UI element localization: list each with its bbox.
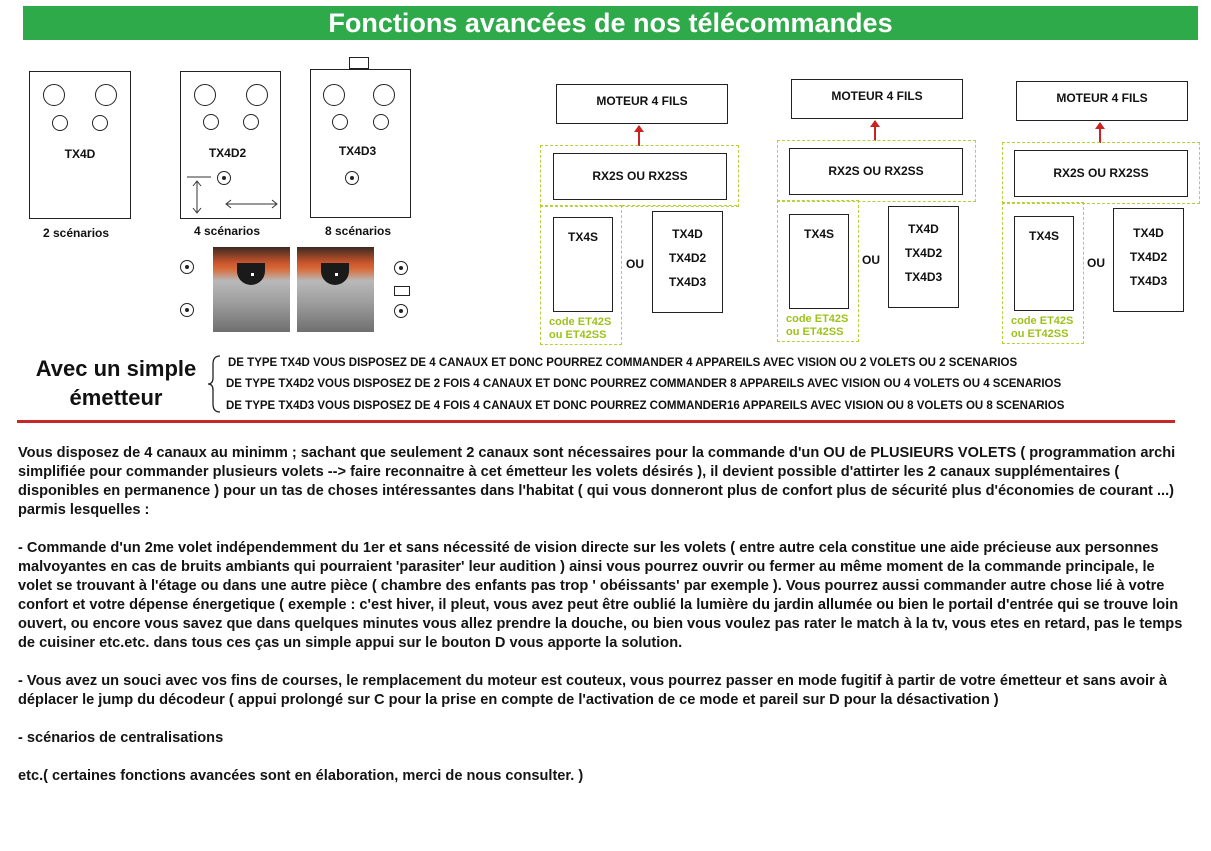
remote-tx4d <box>29 71 131 219</box>
remote-top-key-icon <box>349 57 369 69</box>
jumper-icon <box>394 304 408 318</box>
code-label: code ET42S ou ET42SS <box>786 313 849 338</box>
button-c-icon <box>52 115 68 131</box>
jumper-icon <box>180 303 194 317</box>
arrow-up-icon <box>874 121 876 141</box>
or-label: OU <box>862 253 880 267</box>
scenario-label: 8 scénarios <box>325 224 392 238</box>
button-b-icon <box>373 84 395 106</box>
jumper-photo <box>213 247 290 332</box>
remote-label: TX4D3 <box>338 144 377 158</box>
scenario-label: 2 scénarios <box>43 226 110 240</box>
code-label: code ET42S ou ET42SS <box>549 316 612 341</box>
button-b-icon <box>95 84 117 106</box>
button-d-icon <box>243 114 259 130</box>
remote-label: TX4D2 <box>208 146 247 160</box>
receiver-box: RX2S OU RX2SS <box>1014 150 1188 197</box>
remote-type-line: DE TYPE TX4D2 VOUS DISPOSEZ DE 2 FOIS 4 CANAUX ET DONC POURREZ COMMANDER 8 APPAREILS AVEC VISION OU 4 VOLETS OU 4 SCENARIOS <box>226 378 1062 390</box>
remote-group <box>622 205 737 206</box>
remote-tx4d2 <box>180 71 281 219</box>
description-body <box>18 444 1190 786</box>
remote-label: TX4D <box>64 147 96 161</box>
paragraph: Vous disposez de 4 canaux au minimm ; sachant que seulement 2 canaux sont nécessaires pour la commande d'un OU de PLUSIEURS VOLETS ( programmation archi simplifiée pour commander plusieurs volets --> faire reconnaitre à cet émetteur les volets désirés ), il devient possible d'attirter les 2 canaux supplémentaires ( disponibles en permanence ) pour un tas de choses intéressantes dans l'habitat ( qui vous donneront plus de confort plus de sécurité plus d'économies de courant ...) parmis lesquelles : <box>18 445 1176 518</box>
button-a-icon <box>43 84 65 106</box>
page-title: Fonctions avancées de nos télécommandes <box>328 8 893 38</box>
scenario-label: 4 scénarios <box>194 224 261 238</box>
motor-box: MOTEUR 4 FILS <box>791 79 963 119</box>
emitter-box: TX4S <box>553 217 613 312</box>
divider <box>17 420 1175 423</box>
paragraph: - Commande d'un 2me volet indépendemment du 1er et sans nécessité de vision directe sur les volets ( entre autre cela constitue une aide précieuse aux personnes malvoyantes en cas de bruits ambiants qui pourraient 'parasiter' leur audition ) ainsi vous pourrez ouvrir ou fermer au même moment de la commande principale, le volet se trouvant à l'étage ou dans une autre pièce ( chambre des enfants pas trop ' obéissants' par exemple ). Vous pourrez aussi commander autre chose lié à votre confort et votre dépense énergetique ( exemple : c'est hiver, il pleut, vous avez peut être oublié la lumière du jardin allumée ou bien le portail d'entrée qui se trouve loin ouvert, ou encore vous savez que dans quelques minutes vous allez prendre la douche, ou bien vous voulez pas rater le match à la tv, vous etes en retard, pas le temps de cuisiner etc.etc. dans tous ces ças un simple appui sur le bouton D vous apporte la solution. <box>18 540 1183 651</box>
curly-brace-icon <box>207 354 223 414</box>
receiver-box: RX2S OU RX2SS <box>553 153 727 200</box>
remote-type-line: DE TYPE TX4D VOUS DISPOSEZ DE 4 CANAUX ET DONC POURREZ COMMANDER 4 APPAREILS AVEC VISION OU 2 VOLETS OU 2 SCENARIOS <box>228 357 1018 369</box>
jumper-icon <box>180 260 194 274</box>
paragraph: etc.( certaines fonctions avancées sont en élaboration, merci de nous consulter. ) <box>18 768 584 784</box>
jumper-icon <box>345 171 359 185</box>
paragraph: - scénarios de centralisations <box>18 730 224 746</box>
jumper-photo <box>297 247 374 332</box>
arrow-up-icon <box>1099 123 1101 143</box>
jumper-icon <box>394 261 408 275</box>
simple-emitter-heading: Avec un simple émetteur <box>35 356 197 410</box>
motor-box: MOTEUR 4 FILS <box>556 84 728 124</box>
button-a-icon <box>323 84 345 106</box>
remote-list-box: TX4D TX4D2 TX4D3 <box>652 211 723 313</box>
button-d-icon <box>92 115 108 131</box>
receiver-box: RX2S OU RX2SS <box>789 148 963 195</box>
paragraph: - Vous avez un souci avec vos fins de courses, le remplacement du moteur est couteux, vous pourrez passer en mode fugitif à partir de votre émetteur et sans avoir à déplacer le jump du décodeur ( appui prolongé sur C pour la prise en compte de l'activation de ce mode et pareil sur D pour la désactivation ) <box>18 673 1167 708</box>
page-title-banner <box>23 6 1198 40</box>
button-b-icon <box>246 84 268 106</box>
remote-type-line: DE TYPE TX4D3 VOUS DISPOSEZ DE 4 FOIS 4 CANAUX ET DONC POURREZ COMMANDER16 APPAREILS AVEC VISION OU 8 VOLETS OU 8 SCENARIOS <box>226 400 1065 412</box>
remote-tx4d3 <box>310 69 411 218</box>
or-label: OU <box>626 257 644 271</box>
jumper-cap-icon <box>394 286 410 296</box>
emitter-box: TX4S <box>789 214 849 309</box>
jumper-position-arrows-icon <box>181 172 280 218</box>
button-c-icon <box>203 114 219 130</box>
emitter-box: TX4S <box>1014 216 1074 311</box>
button-c-icon <box>332 114 348 130</box>
remote-list-box: TX4D TX4D2 TX4D3 <box>1113 208 1184 312</box>
button-a-icon <box>194 84 216 106</box>
code-label: code ET42S ou ET42SS <box>1011 315 1074 340</box>
remote-list-box: TX4D TX4D2 TX4D3 <box>888 206 959 308</box>
motor-box: MOTEUR 4 FILS <box>1016 81 1188 121</box>
button-d-icon <box>373 114 389 130</box>
arrow-up-icon <box>638 126 640 146</box>
or-label: OU <box>1087 256 1105 270</box>
